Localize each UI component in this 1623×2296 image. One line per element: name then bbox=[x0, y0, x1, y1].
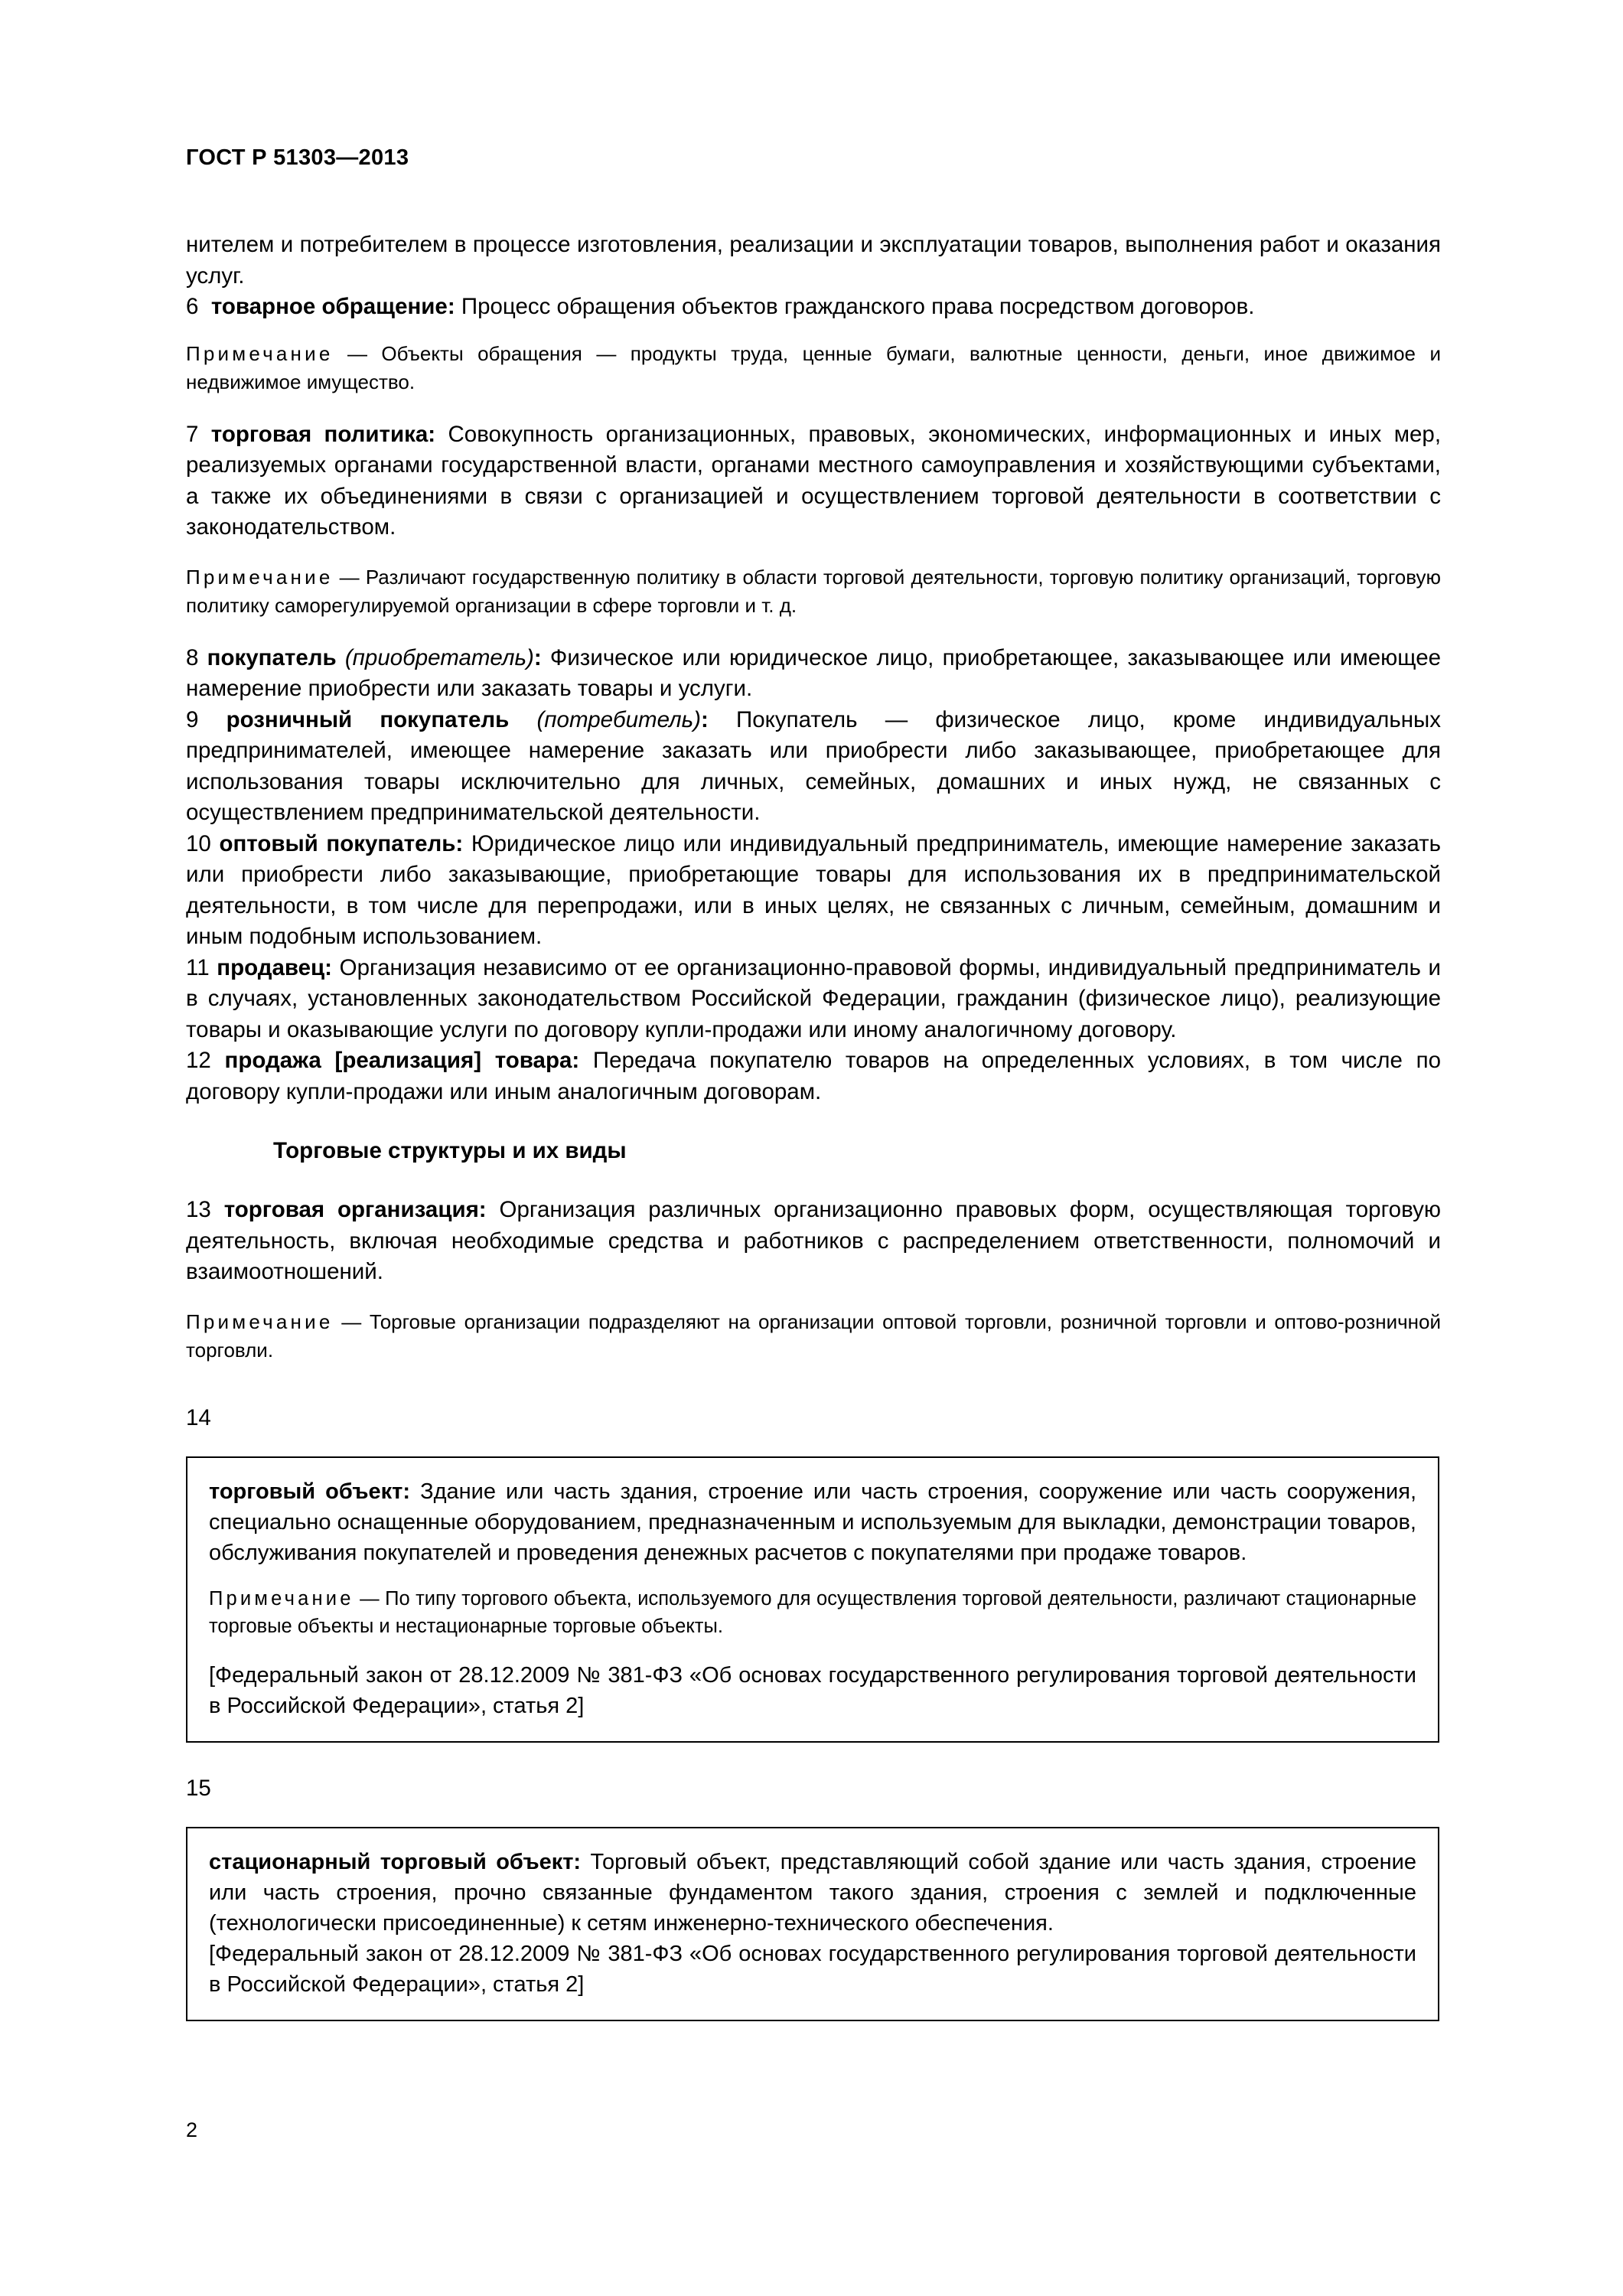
boxed-note-14 bbox=[209, 1585, 1416, 1640]
term-definition-7: Совокупность организационных, правовых, экономических, информационных и иных мер, реализуемых органами государственной власти, органами местного самоуправления и хозяйствующими субъектами, а также их объединениями в связи с организацией и осуществлением торговой деятельности в соответствии с законодательством. bbox=[186, 421, 1442, 540]
term-entry-7 bbox=[186, 419, 1441, 543]
term-number-13: 13 bbox=[186, 1197, 211, 1222]
term-name-6: товарное обращение: bbox=[210, 294, 455, 319]
note-entry-7 bbox=[186, 563, 1441, 620]
term-entry-11 bbox=[186, 953, 1441, 1046]
note-entry-6 bbox=[186, 340, 1441, 396]
term-number-11: 11 bbox=[186, 954, 210, 980]
term-definition-6: Процесс обращения объектов гражданского права посредством договоров. bbox=[461, 294, 1255, 319]
note-dash: — bbox=[347, 341, 367, 365]
term-name-11: продавец: bbox=[217, 954, 332, 980]
term-name-9: розничный покупатель bbox=[226, 706, 510, 732]
boxed-source-15: [Федеральный закон от 28.12.2009 № 381-ФЗ «Об основах государственного регулирования торговой деятельности в Российской Федерации», статья 2] bbox=[209, 1941, 1416, 1997]
boxed-term-name-14: торговый объект: bbox=[209, 1479, 411, 1504]
note-text-14: По типу торгового объекта, используемого для осуществления торговой деятельности, различают стационарные торговые объекты и нестационарные торговые объекты. bbox=[209, 1587, 1416, 1637]
term-entry-6 bbox=[186, 292, 1441, 323]
term-name-13: торговая организация: bbox=[223, 1197, 487, 1222]
term-number-10: 10 bbox=[186, 830, 211, 856]
term-number-8: 8 bbox=[186, 644, 199, 670]
boxed-entry-number-15: 15 bbox=[186, 1775, 211, 1801]
term-definition-12: Передача покупателю товаров на определенных условиях, в том числе по договору купли-продажи или иным аналогичным договорам. bbox=[186, 1048, 1441, 1104]
term-colon-9: : bbox=[700, 706, 709, 732]
term-definition-11: Организация независимо от ее организационно-правовой формы, индивидуальный предприниматель и в случаях, установленных законодательством Российской Федерации, гражданин (физическое лицо), реализующие товары и оказывающие услуги по договору купли-продажи или иному аналогичному договору. bbox=[186, 954, 1441, 1042]
note-label: Примечание bbox=[186, 341, 334, 365]
term-colon-8: : bbox=[533, 644, 542, 670]
term-number-12: 12 bbox=[186, 1048, 211, 1073]
definition-box-14 bbox=[186, 1456, 1439, 1743]
term-name-10: оптовый покупатель: bbox=[219, 830, 464, 856]
term-entry-8 bbox=[186, 643, 1441, 705]
note-entry-13 bbox=[186, 1308, 1441, 1365]
term-number-6: 6 bbox=[186, 294, 199, 319]
note-dash: — bbox=[341, 1309, 362, 1333]
term-definition-13: Организация различных организационно правовых форм, осуществляющая торговую деятельность, включая необходимые средства и работников с распределением ответственности, полномочий и взаимоотношений. bbox=[186, 1197, 1441, 1284]
term-definition-9: Покупатель — физическое лицо, кроме индивидуальных предпринимателей, имеющее намерение заказать или приобрести либо заказывающее, приобретающее для использования товары исключительно для личных, семейных, домашних и иных нужд, не связанных с осуществлением предпринимательской деятельности. bbox=[186, 706, 1441, 825]
note-label: Примечание bbox=[186, 1309, 334, 1333]
note-dash: — bbox=[339, 565, 360, 589]
definition-box-15 bbox=[186, 1827, 1439, 2021]
boxed-source-14: [Федеральный закон от 28.12.2009 № 381-ФЗ «Об основах государственного регулирования торговой деятельности в Российской Федерации», статья 2] bbox=[209, 1662, 1416, 1718]
note-label: Примечание bbox=[186, 565, 334, 589]
boxed-entry-number-14: 14 bbox=[186, 1404, 211, 1430]
term-entry-10 bbox=[186, 829, 1441, 953]
term-definition-8: Физическое или юридическое лицо, приобретающее, заказывающее или имеющее намерение приобрести или заказать товары и услуги. bbox=[186, 644, 1442, 701]
note-label: Примечание bbox=[209, 1587, 354, 1609]
page-number: 2 bbox=[186, 2118, 198, 2141]
boxed-term-14 bbox=[209, 1476, 1416, 1568]
term-number-7: 7 bbox=[186, 421, 199, 447]
term-name-12: продажа [реализация] товара: bbox=[224, 1048, 580, 1073]
boxed-term-15 bbox=[209, 1847, 1416, 1939]
note-text-7: Различают государственную политику в области торговой деятельности, торговую политику организаций, торговую политику саморегулируемой организации в сфере торговли и т. д. bbox=[186, 565, 1441, 617]
note-dash: — bbox=[360, 1587, 380, 1609]
running-head: ГОСТ Р 51303—2013 bbox=[186, 145, 409, 170]
section-heading: Торговые структуры и их виды bbox=[273, 1138, 627, 1163]
term-synonym-8: (приобретатель) bbox=[344, 644, 534, 670]
term-definition-10: Юридическое лицо или индивидуальный предприниматель, имеющие намерение заказать или приобрести либо заказывающие, приобретающие товары для использования их в предпринимательской деятельности, в том числе для перепродажи, или в иных целях, не связанных с личным, семейным, домашним и иным подобным использованием. bbox=[186, 830, 1441, 949]
note-text-13: Торговые организации подразделяют на организации оптовой торговли, розничной торговли и оптово-розничной торговли. bbox=[186, 1309, 1441, 1362]
term-name-8: покупатель bbox=[207, 644, 337, 670]
boxed-term-definition-15: Торговый объект, представляющий собой здание или часть здания, строение или часть строения, прочно связанные фундаментом такого здания, строения с землей и подключенные (технологически присоединенные) к сетям инженерно-технического обеспечения. bbox=[209, 1849, 1416, 1936]
document-body bbox=[186, 230, 1441, 2021]
term-synonym-9: (потребитель) bbox=[536, 706, 701, 732]
note-text-6: Объекты обращения — продукты труда, ценные бумаги, валютные ценности, деньги, иное движимое и недвижимое имущество. bbox=[186, 341, 1441, 393]
term-entry-12 bbox=[186, 1045, 1441, 1107]
boxed-term-definition-14: Здание или часть здания, строение или часть строения, сооружение или часть сооружения, специально оснащенные оборудованием, предназначенным и используемым для выкладки, демонстрации товаров, обслуживания покупателей и проведения денежных расчетов с покупателями при продаже товаров. bbox=[209, 1479, 1417, 1565]
continued-paragraph: нителем и потребителем в процессе изготовления, реализации и эксплуатации товаров, выполнения работ и оказания услуг. bbox=[186, 232, 1441, 289]
boxed-term-name-15: стационарный торговый объект: bbox=[209, 1849, 582, 1874]
term-entry-9 bbox=[186, 705, 1441, 829]
term-entry-13 bbox=[186, 1195, 1441, 1288]
term-number-9: 9 bbox=[186, 706, 199, 732]
term-name-7: торговая политика: bbox=[210, 421, 436, 447]
